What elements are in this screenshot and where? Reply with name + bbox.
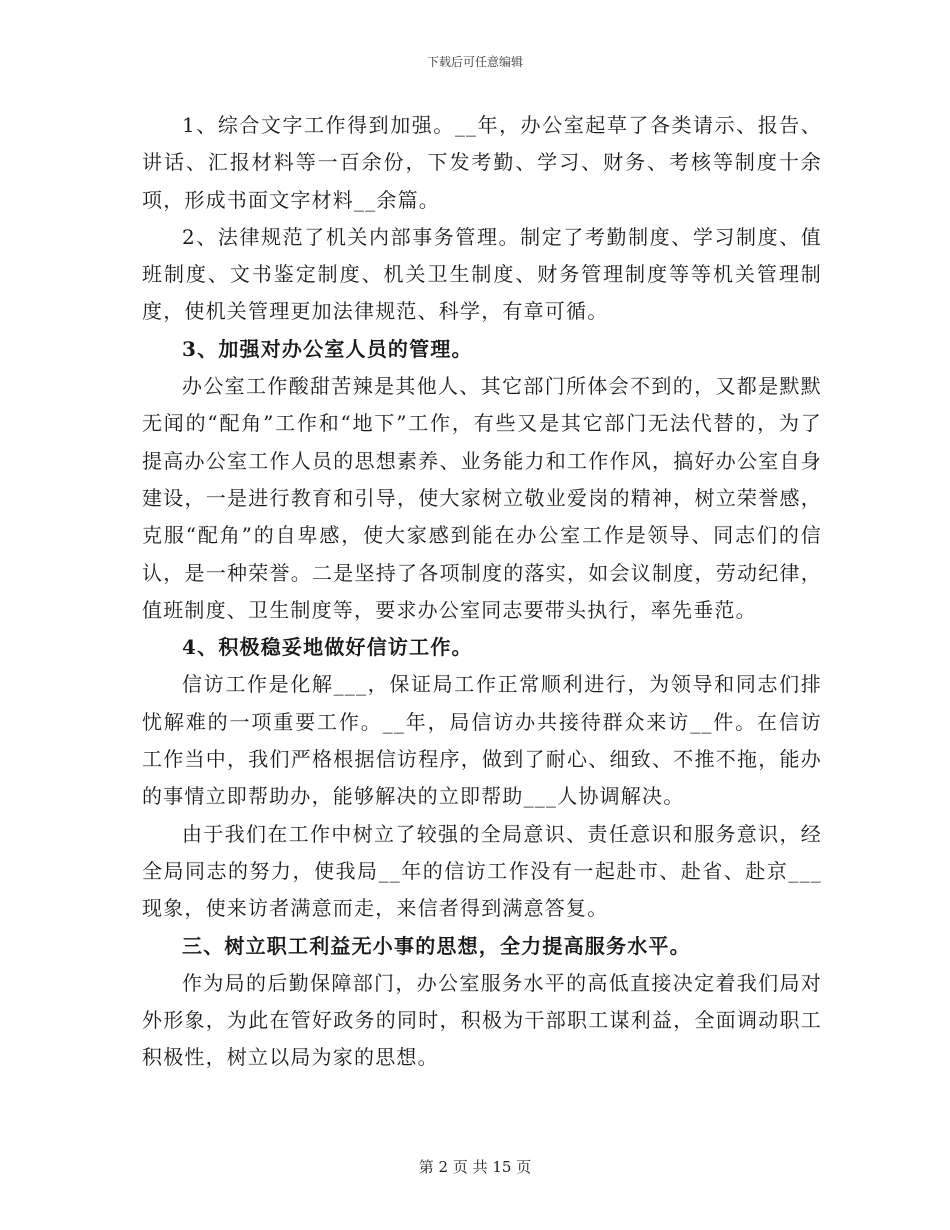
paragraph-4: 办公室工作酸甜苦辣是其他人、其它部门所体会不到的，又都是默默无闻的“配角”工作和“地下”工作，有些又是其它部门无法代替的，为了提高办公室工作人员的思想素养、业务能力和工作作风，搞好办公室自身建设，一是进行教育和引导，使大家树立敬业爱岗的精神，树立荣誉感，克服“配角”的自卑感，使大家感到能在办公室工作是领导、同志们的信认，是一种荣誉。二是坚持了各项制度的落实，如会议制度，劳动纪律，值班制度、卫生制度等，要求办公室同志要带头执行，率先垂范。 (142, 374, 822, 622)
paragraph-1: 1、综合文字工作得到加强。__年，办公室起草了各类请示、报告、讲话、汇报材料等一百余份，下发考勤、学习、财务、考核等制度十余项，形成书面文字材料__余篇。 (142, 113, 822, 212)
paragraph-6: 信访工作是化解___，保证局工作正常顺利进行，为领导和同志们排忧解难的一项重要工作。__年，局信访办共接待群众来访__件。在信访工作当中，我们严格根据信访程序，做到了耐心、细致、不推不拖，能办的事情立即帮助办，能够解决的立即帮助___人协调解决。 (142, 672, 822, 809)
page-header: 下载后可任意编辑 (426, 55, 523, 69)
document-body (142, 107, 822, 1077)
paragraph-9: 作为局的后勤保障部门，办公室服务水平的高低直接决定着我们局对外形象，为此在管好政务的同时，积极为干部职工谋利益，全面调动职工积极性，树立以局为家的思想。 (142, 970, 822, 1070)
section-heading-4: 4、积极稳妥地做好信访工作。 (182, 635, 473, 660)
paragraph-7: 由于我们在工作中树立了较强的全局意识、责任意识和服务意识，经全局同志的努力，使我局__年的信访工作没有一起赴市、赴省、赴京___现象，使来访者满意而走，来信者得到满意答复。 (142, 821, 822, 921)
paragraph-2: 2、法律规范了机关内部事务管理。制定了考勤制度、学习制度、值班制度、文书鉴定制度、机关卫生制度、财务管理制度等等机关管理制度，使机关管理更加法律规范、科学，有章可循。 (142, 224, 822, 324)
section-heading-three: 三、树立职工利益无小事的思想，全力提高服务水平。 (182, 933, 691, 958)
section-heading-3: 3、加强对办公室人员的管理。 (182, 336, 473, 361)
page-number-footer: 第 2 页 共 15 页 (418, 1158, 532, 1176)
